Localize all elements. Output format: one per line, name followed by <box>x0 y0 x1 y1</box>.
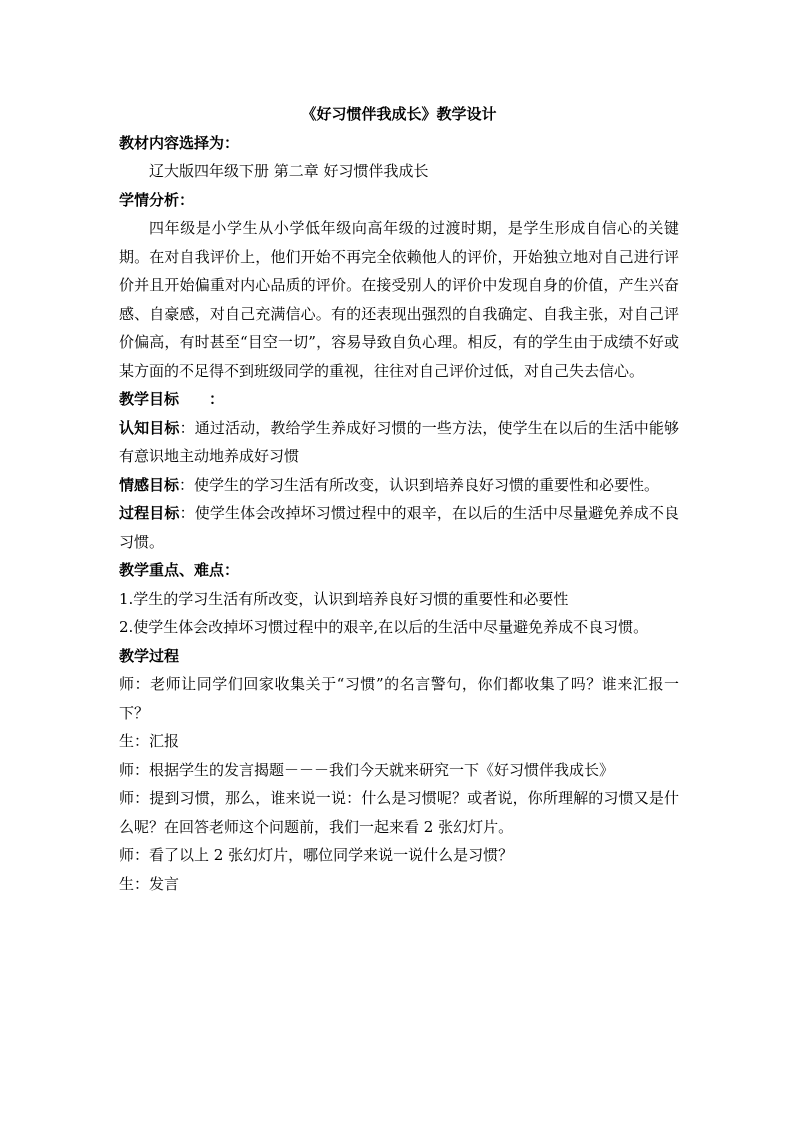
goal-text: ：通过活动，教给学生养成好习惯的一些方法，使学生在以后的生活中能够有意识地主动地养成好习惯 <box>119 418 679 465</box>
keypoint-item: 1.学生的学习生活有所改变，认识到培养良好习惯的重要性和必要性 <box>119 589 569 608</box>
goal-emotional <box>119 471 679 500</box>
analysis-heading: 学情分析： <box>119 190 195 209</box>
goal-text: ：使学生的学习生活有所改变，认识到培养良好习惯的重要性和必要性。 <box>179 475 660 494</box>
keypoint-item: 2.使学生体会改掉坏习惯过程中的艰辛,在以后的生活中尽量避免养成不良习惯。 <box>119 618 649 636</box>
document-title: 《好习惯伴我成长》教学设计 <box>301 105 497 123</box>
keypoints-heading: 教学重点、难点： <box>119 561 240 579</box>
process-line: 师：老师让同学们回家收集关于“习惯”的名言警句，你们都收集了吗？谁来汇报一下？ <box>119 675 679 722</box>
goal-text: ：使学生体会改掉坏习惯过程中的艰辛，在以后的生活中尽量避免养成不良习惯。 <box>119 504 679 551</box>
goal-cognitive <box>119 414 679 471</box>
goal-label: 过程目标 <box>119 504 180 522</box>
process-line: 生：发言 <box>119 874 180 893</box>
goals-heading-colon: ： <box>209 390 225 408</box>
process-heading: 教学过程 <box>119 646 180 665</box>
material-text: 辽大版四年级下册 第二章 好习惯伴我成长 <box>149 162 429 180</box>
document-body <box>119 100 679 898</box>
process-line: 师：看了以上 2 张幻灯片，哪位同学来说一说什么是习惯？ <box>119 846 514 864</box>
material-heading: 教材内容选择为： <box>119 133 240 152</box>
process-line: 师：提到习惯，那么，谁来说一说：什么是习惯呢？或者说，你所理解的习惯又是什么呢？在回答老师这个问题前，我们一起来看 2 张幻灯片。 <box>119 789 679 836</box>
goals-heading <box>119 385 679 414</box>
process-line: 师：根据学生的发言揭题－－－我们今天就来研究一下《好习惯伴我成长》 <box>119 760 615 779</box>
goal-label: 情感目标 <box>119 475 180 494</box>
analysis-paragraph: 四年级是小学生从小学低年级向高年级的过渡时期，是学生形成自信心的关键期。在对自我评价上，他们开始不再完全依赖他人的评价，开始独立地对自己进行评价并且开始偏重对内心品质的评价。在接受别人的评价中发现自身的价值，产生兴奋感、自豪感，对自己充满信心。有的还表现出强烈的自我确定、自我主张，对自己评价偏高，有时甚至“目空一切”，容易导致自负心理。相反，有的学生由于成绩不好或某方面的不足得不到班级同学的重视，往往对自己评价过低，对自己失去信心。 <box>119 219 679 380</box>
goals-heading-label: 教学目标 <box>119 390 180 408</box>
goal-process <box>119 499 679 556</box>
goal-label: 认知目标 <box>119 418 180 437</box>
process-line: 生：汇报 <box>119 732 180 750</box>
